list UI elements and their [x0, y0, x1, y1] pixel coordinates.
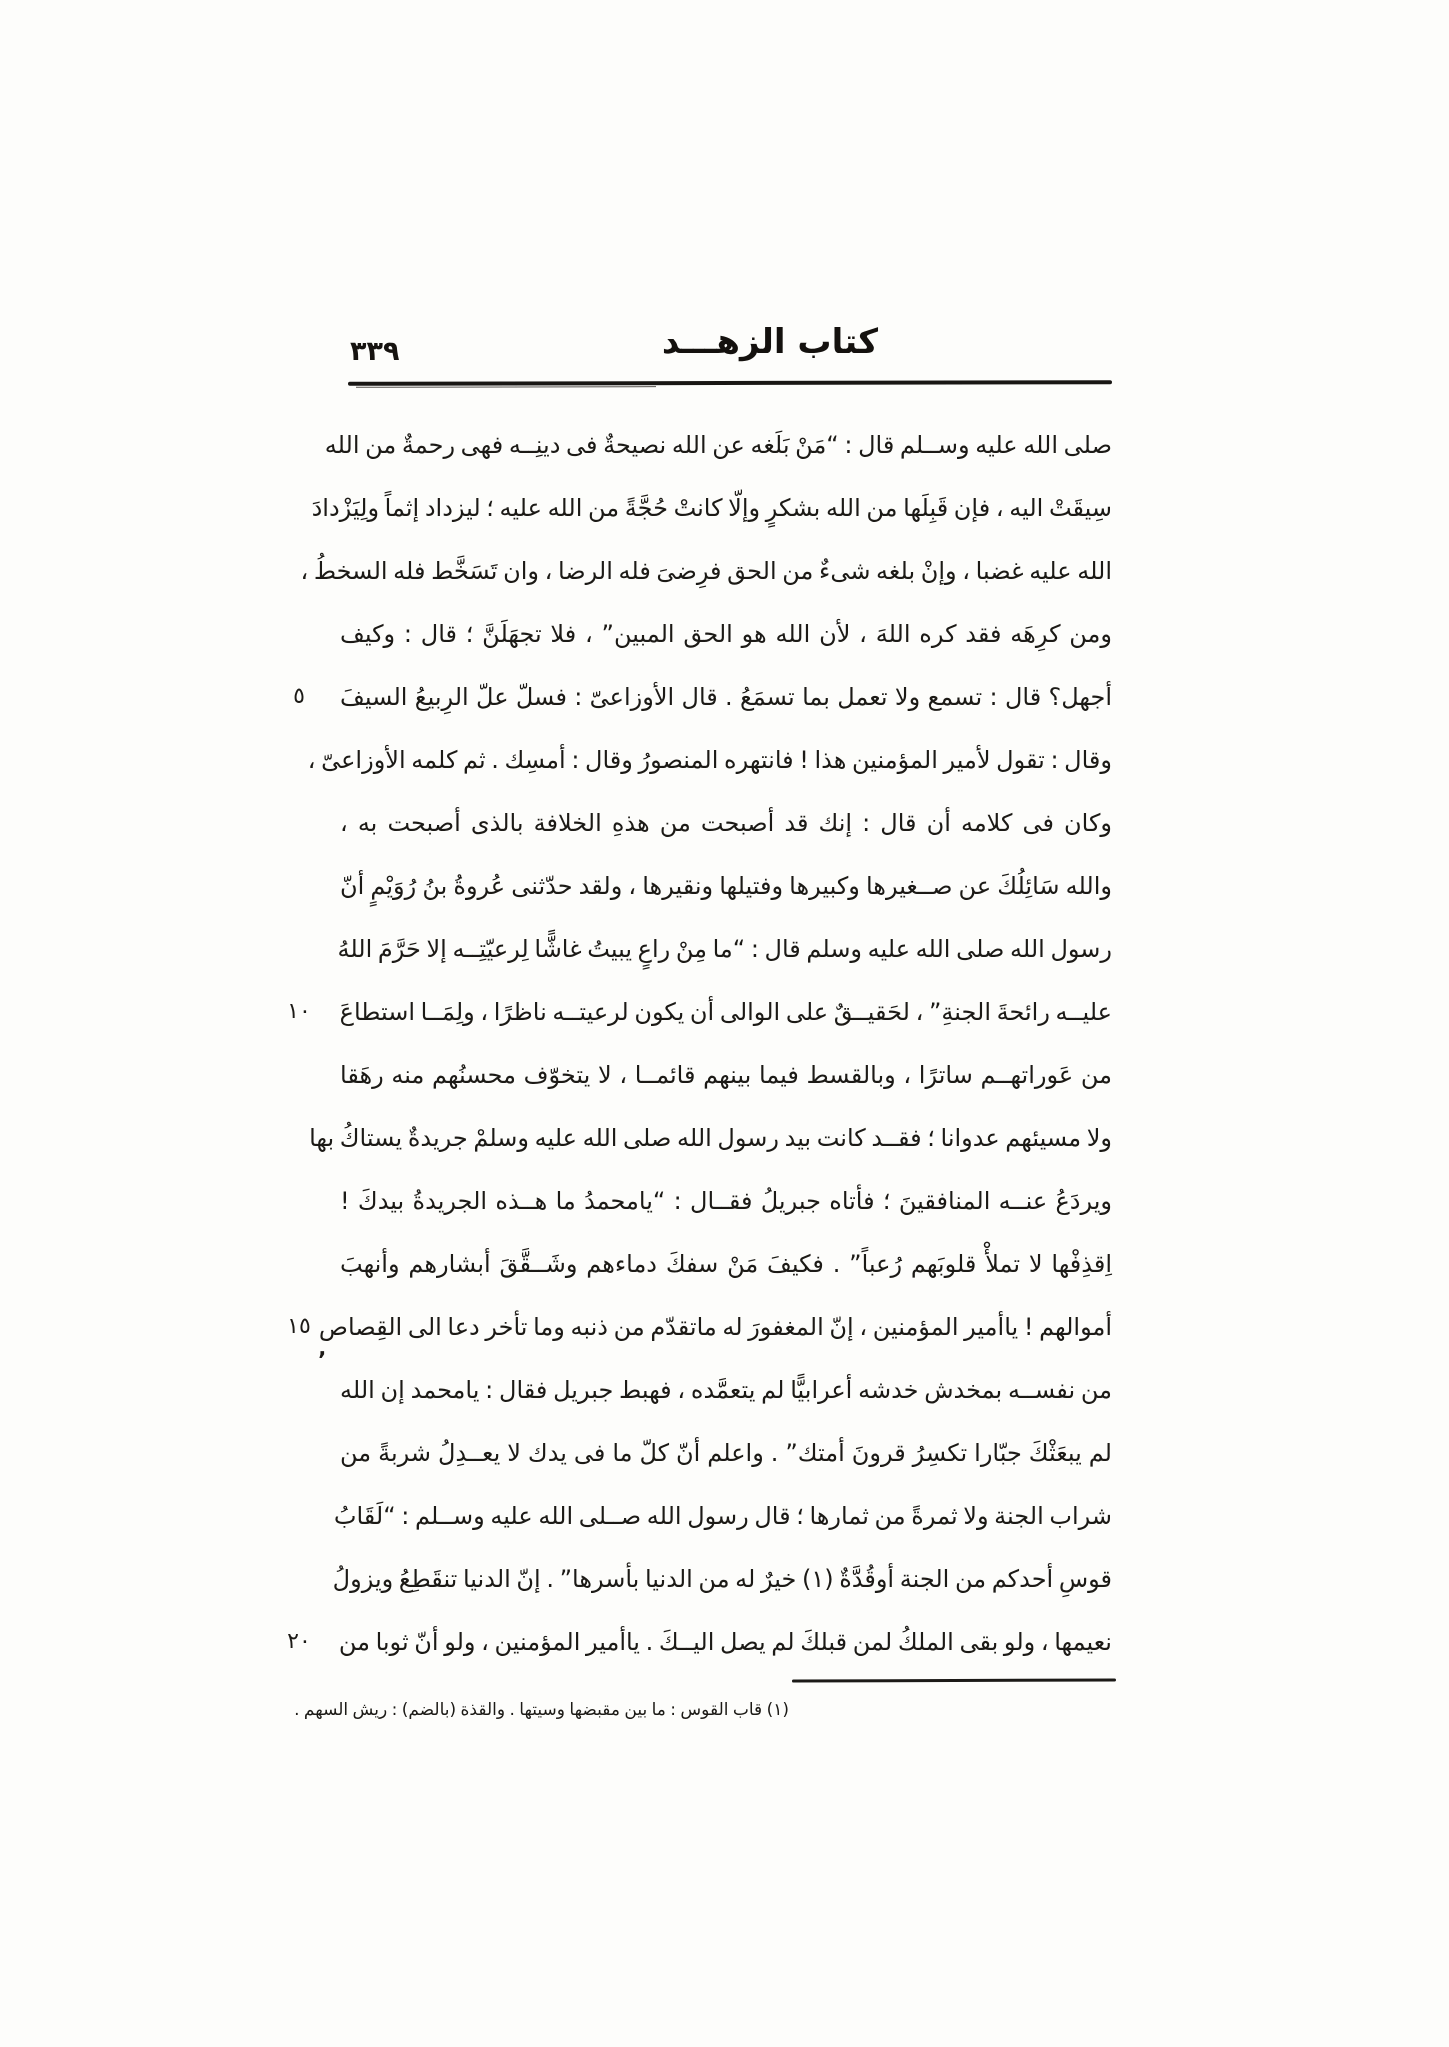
text-line: سِيقَتْ اليه ، فإن قَبِلَها من الله بشكرٍ وإلّا كانتْ حُجَّةً من الله عليه ؛ ليزداد إثماً ولِيَزْدادَ	[311, 494, 1112, 522]
text-line: أموالهم ! ياأمير المؤمنين ، إنّ المغفورَ له ماتقدّم من ذنبه وما تأخر دعا الى القِصاص	[318, 1313, 1112, 1341]
footnote-text: (١) قاب القوس : ما بين مقبضها وسيتها . والقذة (بالضم) : ريش السهم .	[294, 1700, 789, 1720]
header-rule	[348, 380, 1112, 386]
margin-line-number-15: ١٥	[287, 1314, 311, 1339]
margin-line-number-10: ١٠	[287, 999, 311, 1024]
text-line: ويردَعُ عنــه المنافقينَ ؛ فأتاه جبريلُ فقــال : “يامحمدُ ما هــذه الجريدةُ بيدكَ !	[340, 1187, 1112, 1215]
stray-ink-mark: ٬	[318, 1348, 327, 1373]
text-line: نعيمها ، ولو بقى الملكُ لمن قبلكَ لم يصل اليــكَ . ياأمير المؤمنين ، ولو أنّ ثوبا من	[338, 1628, 1112, 1656]
margin-line-number-20: ٢٠	[287, 1629, 311, 1654]
page-number: ٣٣٩	[350, 336, 400, 367]
text-line: من عَوراتهــم ساترًا ، وبالقسط فيما بينهم قائمــا ، لا يتخوّف محسنُهم منه رهَقا	[340, 1061, 1112, 1089]
text-line: ومن كرِهَه فقد كره اللهَ ، لأن الله هو الحق المبين” ، فلا تجهَلَنَّ ؛ قال : وكيف	[340, 620, 1112, 648]
text-line: رسول الله صلى الله عليه وسلم قال : “ما مِنْ راعٍ يبيتُ غاشًّا لِرعيّتِــه إلا حَرَّمَ اللهُ	[337, 935, 1112, 963]
margin-line-number-5: ٥	[293, 684, 305, 709]
text-line: ولا مسيئهم عدوانا ؛ فقــد كانت بيد رسول الله صلى الله عليه وسلمْ جريدةٌ يستاكُ بها	[309, 1124, 1112, 1152]
text-line: وقال : تقول لأمير المؤمنين هذا ! فانتهره المنصورُ وقال : أمسِك . ثم كلمه الأوزاعىّ ،	[307, 746, 1112, 774]
text-line: الله عليه غضبا ، وإنْ بلغه شىءٌ من الحق فرِضىَ فله الرضا ، وان تَسَخَّط فله السخطُ ،	[300, 557, 1112, 585]
page-title: كتاب الزهـــد	[661, 322, 878, 362]
text-line: قوسِ أحدكم من الجنة أوقُدَّةٌ (١) خيرٌ له من الدنيا بأسرها” . إنّ الدنيا تنقَطِعُ ويزولُ	[332, 1565, 1112, 1593]
text-line: أجهل؟ قال : تسمع ولا تعمل بما تسمَعُ . قال الأوزاعىّ : فسلّ علّ الرِبيعُ السيفَ	[340, 683, 1112, 711]
text-line: شراب الجنة ولا ثمرةً من ثمارها ؛ قال رسول الله صــلى الله عليه وســلم : “لَقَابُ	[333, 1502, 1112, 1530]
text-line: لم يبعَثْكَ جبّارا تكسِرُ قرونَ أمتك” . واعلم أنّ كلّ ما فى يدك لا يعــدِلُ شربةً من	[340, 1439, 1112, 1467]
text-line: وكان فى كلامه أن قال : إنك قد أصبحت من هذهِ الخلافة بالذى أصبحت به ،	[340, 809, 1112, 837]
text-line: اِقذِفْها لا تملأْ قلوبَهم رُعباً” . فكيفَ مَنْ سفكَ دماءهم وشَــقَّقَ أبشارهم وأنهبَ	[340, 1250, 1112, 1278]
text-line: من نفســه بمخدش خدشه أعرابيًّا لم يتعمَّده ، فهبط جبريل فقال : يامحمد إن الله	[340, 1376, 1112, 1404]
text-line: صلى الله عليه وســلم قال : “مَنْ بَلَغه عن الله نصيحةٌ فى دينِــه فهى رحمةٌ من الله	[324, 431, 1112, 459]
footnote-separator-rule	[792, 1678, 1116, 1682]
text-line: والله سَائِلُكَ عن صــغيرها وكبيرها وفتيلها ونقيرها ، ولقد حدّثنى عُروةُ بنُ رُوَيْمٍ أنّ	[340, 872, 1112, 900]
body-text-block	[300, 414, 1112, 1674]
text-line: عليــه رائحةَ الجنةِ” ، لحَقيــقٌ على الوالى أن يكون لرعيتــه ناظرًا ، ولِمَــا استطاعَ	[339, 998, 1112, 1026]
